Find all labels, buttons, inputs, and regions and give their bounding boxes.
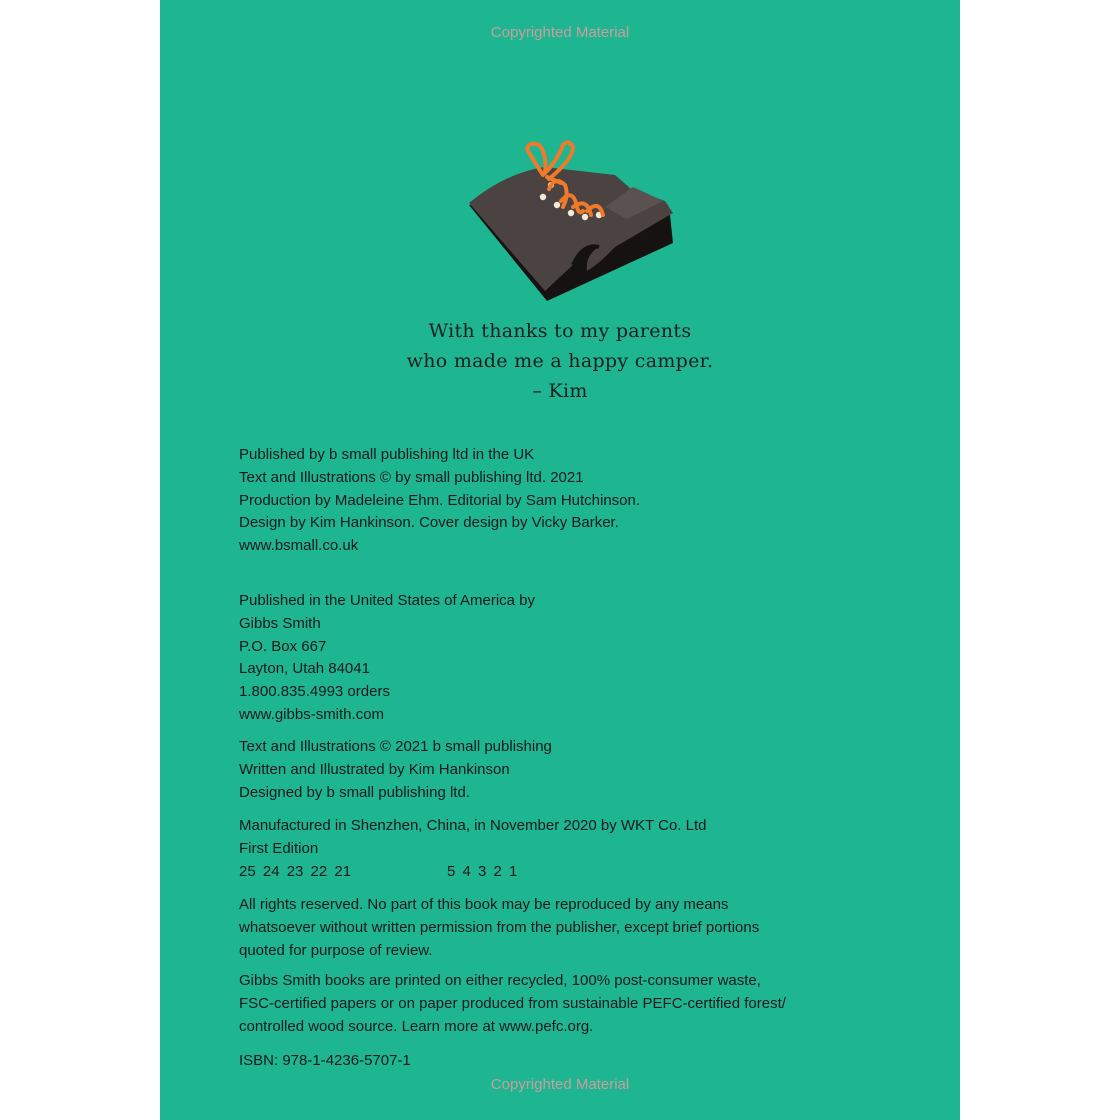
dedication-line: who made me a happy camper. [406,350,714,372]
copyright-page [160,0,960,1120]
city-state-zip: Layton, Utah 84041 [239,660,370,678]
manufacturing-line: Manufactured in Shenzhen, China, in November 2020 by WKT Co. Ltd [239,817,707,834]
dedication [160,316,960,406]
uk-website: www.bsmall.co.uk [239,537,359,555]
isbn: ISBN: 978-1-4236-5707-1 [239,1052,411,1069]
author-credit: Written and Illustrated by Kim Hankinson [239,760,510,778]
watermark-top: Copyrighted Material [490,24,630,41]
rights-block [239,894,759,962]
paper-line: controlled wood source. Learn more at www.pefc.org. [239,1017,594,1035]
printer-key-years: 25 24 23 22 21 [239,862,352,880]
dedication-line: With thanks to my parents [428,320,692,342]
designer-credit: Designed by b small publishing ltd. [239,783,470,801]
po-box: P.O. Box 667 [239,637,327,655]
manufacturing-block [239,815,706,883]
uk-publisher-block [239,444,640,558]
production-credit: Production by Madeleine Ehm. Editorial by Sam Hutchinson. [239,491,641,509]
publisher-name: Gibbs Smith [239,614,321,632]
copyright-line: Text and Illustrations © 2021 b small publishing [239,738,552,755]
uk-copyright-line: Text and Illustrations © by small publishing ltd. 2021 [239,468,584,486]
credits-block [239,736,552,804]
uk-publisher-line: Published by b small publishing ltd in the UK [239,446,535,463]
us-website: www.gibbs-smith.com [239,705,385,723]
watermark-bottom: Copyrighted Material [490,1076,630,1093]
rights-line: quoted for purpose of review. [239,941,433,959]
printer-key-numbers: 5 4 3 2 1 [447,862,518,880]
orders-phone: 1.800.835.4993 orders [239,683,390,701]
paper-line: FSC-certified papers or on paper produced from sustainable PEFC-certified forest/ [239,994,786,1012]
printer-key-line [239,861,706,884]
design-credit: Design by Kim Hankinson. Cover design by Vicky Barker. [239,514,619,532]
paper-line: Gibbs Smith books are printed on either recycled, 100% post-consumer waste, [239,972,761,989]
rights-line: All rights reserved. No part of this book may be reproduced by any means [239,896,729,913]
edition-line: First Edition [239,839,319,857]
hiking-boot-illustration [465,135,680,307]
paper-notice-block [239,970,786,1038]
rights-line: whatsoever without written permission from the publisher, except brief portions [239,918,760,936]
dedication-signature: – Kim [532,380,588,402]
us-publisher-line: Published in the United States of America by [239,592,536,609]
us-publisher-block [239,590,535,727]
